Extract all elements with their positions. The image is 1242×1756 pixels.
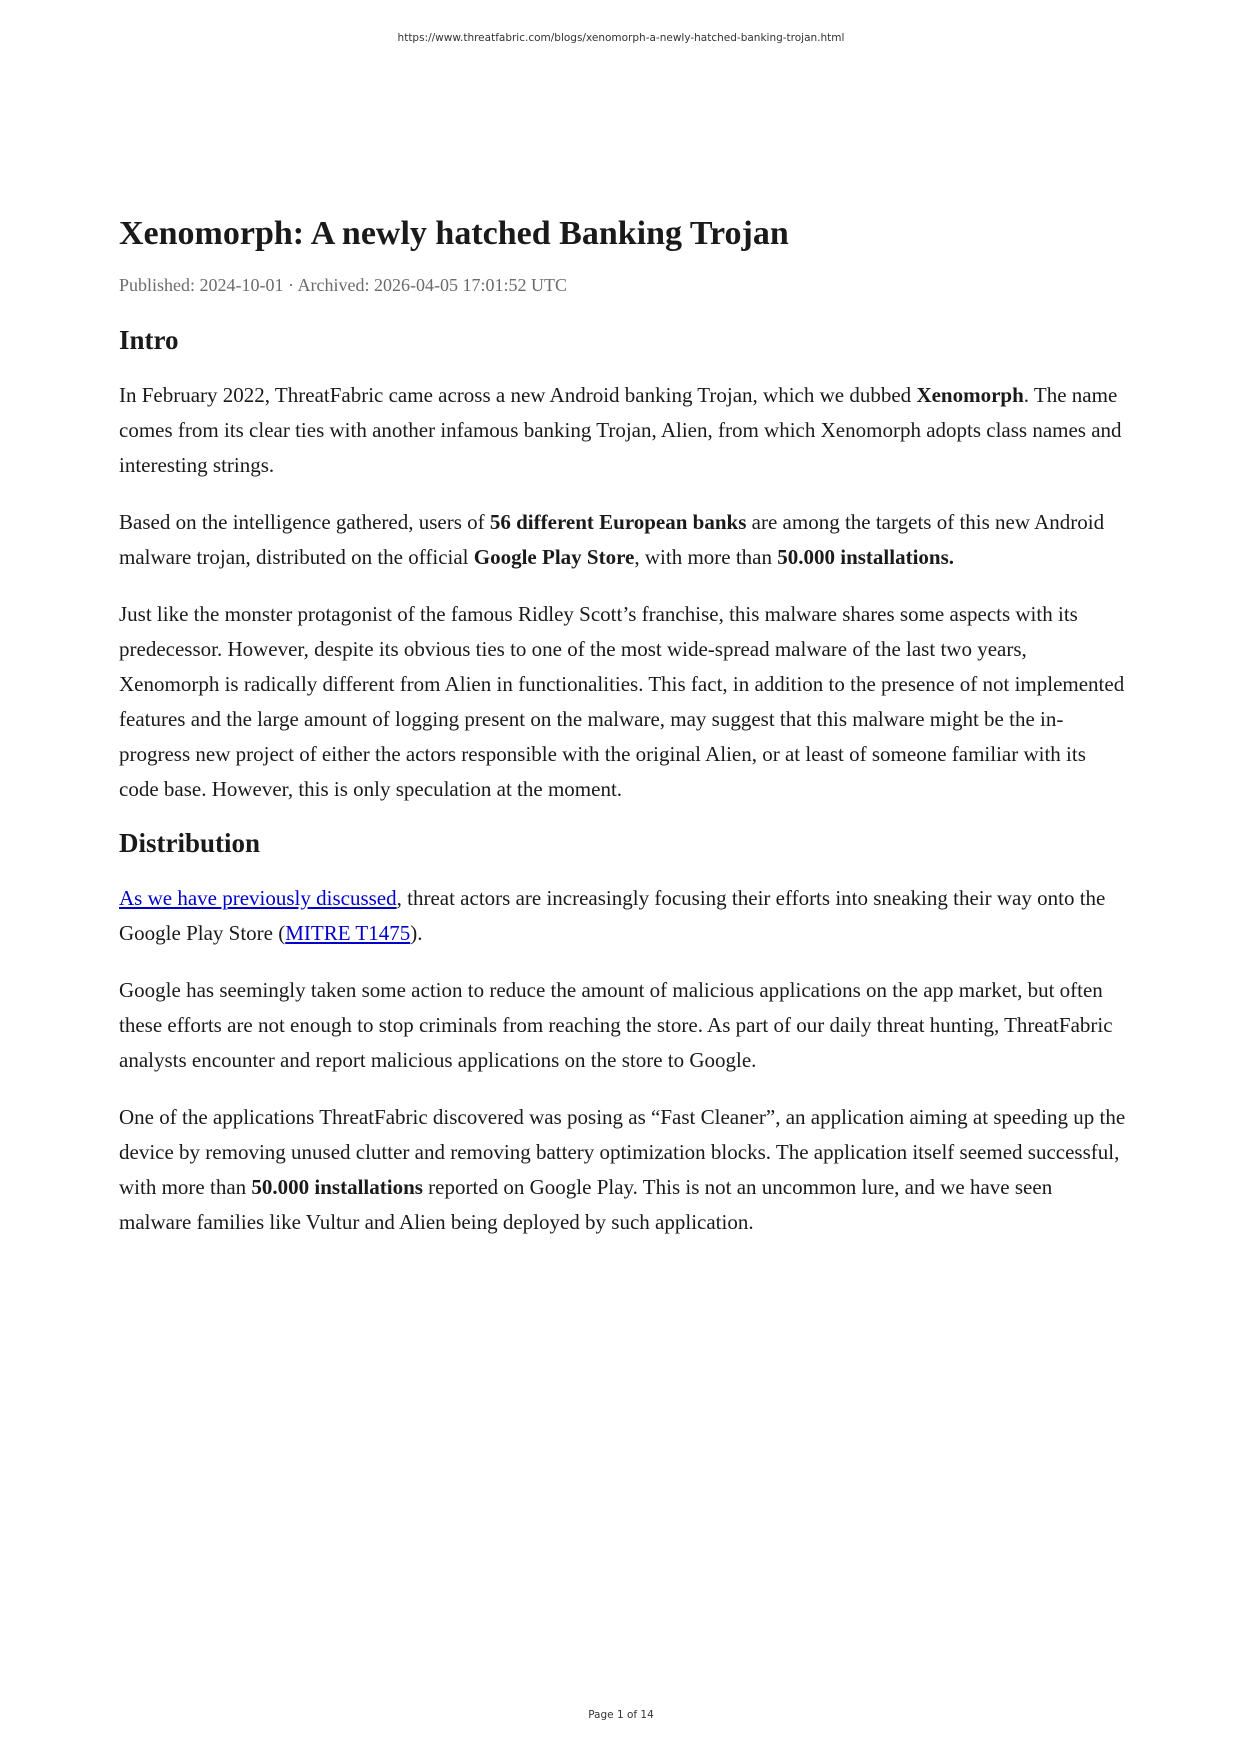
paragraph: [119, 378, 1127, 483]
paragraph: Just like the monster protagonist of the famous Ridley Scott’s franchise, this malware shares some aspects with its predecessor. However, despite its obvious ties to one of the most wide-spread malware of the last two years, Xenomorph is radically different from Alien in functionalities. This fact, in addition to the presence of not implemented features and the large amount of logging present on the malware, may suggest that this malware might be the in-progress new project of either the actors responsible with the original Alien, or at least of someone familiar with its code base. However, this is only speculation at the moment.: [119, 602, 1125, 801]
text: are among the targets of this new Android malware trojan, distributed on the official: [119, 510, 1105, 569]
section-heading-distribution: Distribution: [119, 828, 261, 858]
publish-meta: Published: 2024-10-01 · Archived: 2026-04-05 17:01:52 UTC: [119, 275, 567, 295]
text: reported on Google Play. This is not an uncommon lure, and we have seen malware families like Vultur and Alien being deployed by such application.: [119, 1175, 1053, 1234]
paragraph: Google has seemingly taken some action to reduce the amount of malicious applications on the app market, but often these efforts are not enough to stop criminals from reaching the store. As part of our daily threat hunting, ThreatFabric analysts encounter and report malicious applications on the store to Google.: [119, 978, 1113, 1072]
text: In February 2022, ThreatFabric came across a new Android banking Trojan, which we dubbed: [119, 383, 917, 407]
bold-text: 50.000 installations.: [777, 545, 955, 569]
section-heading-intro: Intro: [119, 325, 179, 355]
mitre-t1475-link[interactable]: MITRE T1475: [285, 921, 411, 945]
text: Based on the intelligence gathered, users of: [119, 510, 490, 534]
page-url: https://www.threatfabric.com/blogs/xenomorph-a-newly-hatched-banking-trojan.html: [397, 32, 845, 44]
bold-text: Google Play Store: [473, 545, 635, 569]
text: , threat actors are increasingly focusing their efforts into sneaking their way onto the Google Play Store (: [119, 886, 1106, 945]
paragraph: [119, 1100, 1127, 1240]
previously-discussed-link[interactable]: As we have previously discussed: [119, 886, 397, 910]
text: . The name comes from its clear ties with another infamous banking Trojan, Alien, from which Xenomorph adopts class names and interesting strings.: [119, 383, 1122, 477]
paragraph: [119, 881, 1127, 951]
text: , with more than: [634, 545, 778, 569]
text: ).: [410, 921, 423, 945]
bold-text: Xenomorph: [916, 383, 1024, 407]
page-title: Xenomorph: A newly hatched Banking Trojan: [119, 215, 789, 252]
paragraph: [119, 505, 1127, 575]
bold-text: 56 different European banks: [489, 510, 747, 534]
bold-text: 50.000 installations: [251, 1175, 423, 1199]
page-number: Page 1 of 14: [588, 1709, 654, 1721]
article: [119, 212, 1127, 1240]
text: One of the applications ThreatFabric discovered was posing as “Fast Cleaner”, an application aiming at speeding up the device by removing unused clutter and removing battery optimization blocks. The application itself seemed successful, with more than: [119, 1105, 1126, 1199]
